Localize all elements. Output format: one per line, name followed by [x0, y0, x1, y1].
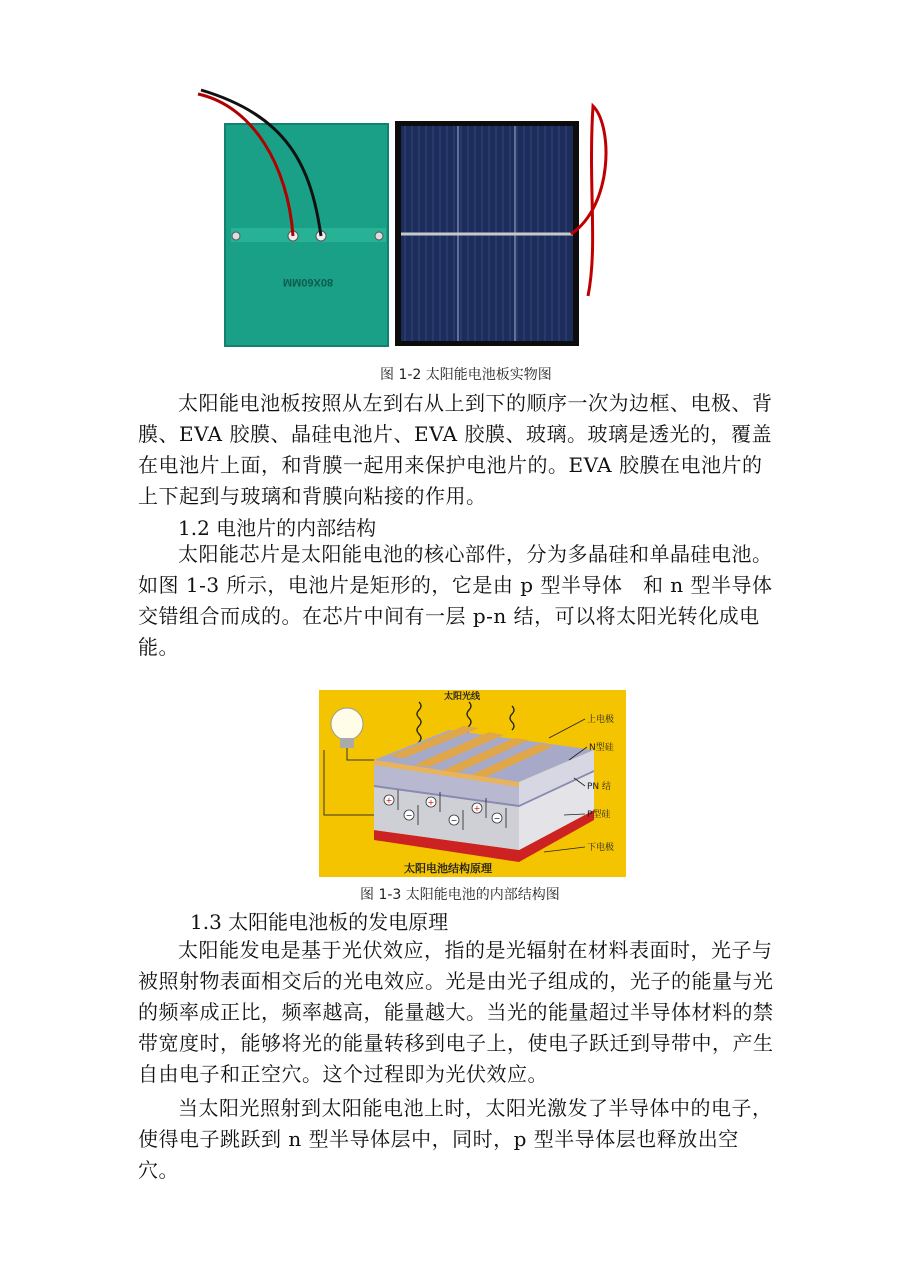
- paragraph-photovoltaic-effect: 太阳能发电是基于光伏效应，指的是光辐射在材料表面时，光子与被照射物表面相交后的光电效应。光是由光子组成的，光子的能量与光的频率成正比，频率越高，能量越大。当光的能量超过半导体材料的禁带宽度时，能够将光的能量转移到电子上，使电子跃迁到导带中，产生自由电子和正空穴。这个过程即为光伏效应。: [138, 938, 774, 1086]
- svg-text:−: −: [405, 811, 413, 820]
- figure-1-3-caption: 图 1-3 太阳能电池的内部结构图: [360, 887, 560, 903]
- light-bulb-icon: [331, 708, 363, 740]
- section-heading-1-2: 1.2 电池片的内部结构: [178, 516, 377, 540]
- svg-text:+: +: [427, 798, 435, 807]
- figure-1-2-caption: 图 1-2 太阳能电池板实物图: [380, 367, 552, 383]
- solar-panel-photo: [193, 86, 608, 348]
- svg-text:+: +: [473, 804, 481, 813]
- svg-text:−: −: [493, 814, 501, 823]
- diagram-title: 太阳电池结构原理: [404, 862, 492, 875]
- paragraph-electron-excitation: 当太阳光照射到太阳能电池上时，太阳光激发了半导体中的电子，使得电子跳跃到 n 型半导体层中，同时，p 型半导体层也释放出空穴。: [138, 1096, 773, 1182]
- label-pn-junction: PN 结: [587, 782, 612, 792]
- label-top-electrode: 上电极: [587, 715, 615, 725]
- panel-back-text: 80X60MM: [282, 276, 334, 288]
- label-n-silicon: N型硅: [589, 743, 614, 753]
- section-heading-1-3: 1.3 太阳能电池板的发电原理: [190, 910, 449, 934]
- paragraph-panel-layers: 太阳能电池板按照从左到右从上到下的顺序一次为边框、电极、背膜、EVA 胶膜、晶硅电池片、EVA 胶膜、玻璃。玻璃是透光的，覆盖在电池片上面，和背膜一起用来保护电池片的。EVA 胶膜在电池片的上下起到与玻璃和背膜向粘接的作用。: [138, 391, 773, 508]
- svg-text:−: −: [450, 816, 458, 825]
- label-bottom-electrode: 下电极: [587, 843, 615, 853]
- sunlight-label: 太阳光线: [444, 692, 481, 702]
- paragraph-cell-structure: 太阳能芯片是太阳能电池的核心部件，分为多晶硅和单晶硅电池。如图 1-3 所示，电池片是矩形的，它是由 p 型半导体 和 n 型半导体交错组合而成的。在芯片中间有一层 p-n 结，可以将太阳光转化成电能。: [138, 542, 773, 659]
- label-p-silicon: P型硅: [587, 810, 611, 820]
- solar-cell-structure-diagram: [319, 690, 626, 877]
- svg-text:+: +: [385, 796, 393, 805]
